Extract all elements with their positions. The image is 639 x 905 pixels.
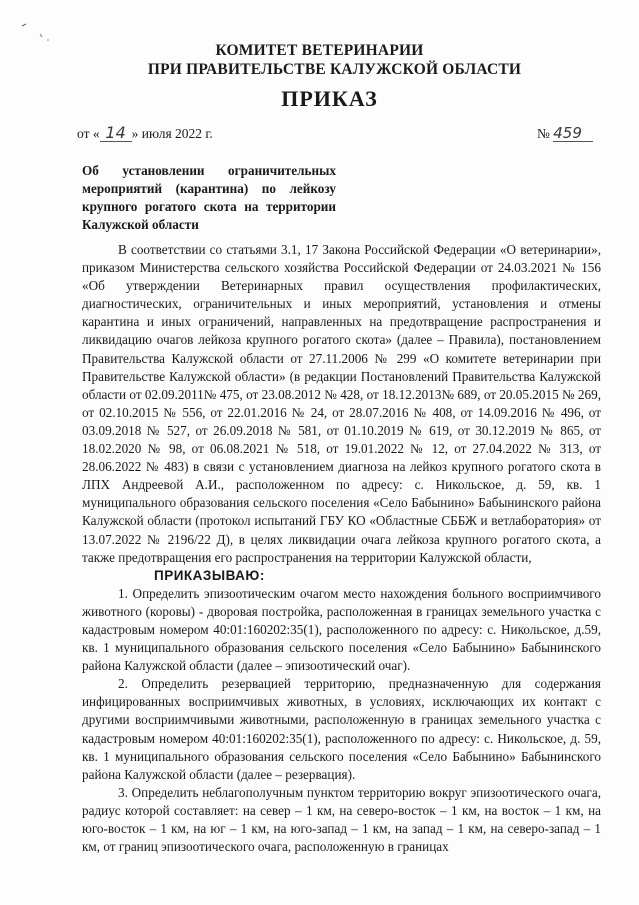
order-item-2: 2. Определить резервацией территорию, предназначенную для содержания инфицированных восприимчивых животных, в условиях, исключающих их контакт с другими восприимчивыми животными, расположенную в границах земельного участка с кадастровым номером 40:01:160202:35(1), расположенного по адресу: с. Никольское, д. 59, кв. 1 муниципального образования сельского поселения «Село Бабынино» Бабынинского района Калужской области (далее – резервация). (82, 676, 601, 782)
number-prefix: № (537, 126, 550, 141)
number-value-handwritten: 459 (553, 125, 593, 142)
order-body (82, 241, 601, 856)
preamble-paragraph: В соответствии со статьями 3.1, 17 Закона Российской Федерации «О ветеринарии», приказом Министерства сельского хозяйства Российской Федерации от 24.03.2021 № 156 «Об утверждении Ветеринарных правил осуществления профилактических, диагностических, ограничительных и иных мероприятий, установления и отмены карантина и иных ограничений, направленных на предотвращение распространения и ликвидацию очагов лейкоза крупного рогатого скота» (далее – Правила), постановлением Правительства Калужской области от 27.11.2006 № 299 «О комитете ветеринарии при Правительстве Калужской области» (в редакции Постановлений Правительства Калужской области от 02.09.2011№ 475, от 23.08.2012 № 428, от 18.12.2013№ 689, от 20.05.2015 № 269, от 02.10.2015 № 556, от 22.01.2016 № 24, от 28.07.2016 № 408, от 14.09.2016 № 496, от 03.09.2018 № 527, от 26.09.2018 № 581, от 01.10.2019 № 619, от 30.12.2019 № 865, от 18.02.2020 № 98, от 06.08.2021 № 518, от 19.01.2022 № 12, от 27.04.2022 № 313, от 28.06.2022 № 483) в связи с установлением диагноза на лейкоз крупного рогатого скота в ЛПХ Андреевой А.И., расположенном по адресу: с. Никольское, д. 59, кв. 1 муниципального образования сельского поселения «Село Бабынино» Бабынинского района Калужской области (протокол испытаний ГБУ КО «Областные СББЖ и ветлаборатория» от 13.07.2022 № 2196/22 Д), в целях ликвидации очага лейкоза крупного рогатого скота, а также предотвращения его распространения на территории Калужской области, (82, 242, 601, 565)
date-suffix: » июля 2022 г. (131, 126, 213, 141)
order-number (537, 125, 593, 142)
order-item-1: 1. Определить эпизоотическим очагом место нахождения больного восприимчивого животного (коровы) - дворовая постройка, расположенная в границах земельного участка с кадастровым номером 40:01:160202:35(1), расположенного по адресу: с. Никольское, д.59, кв. 1 муниципального образования сельского поселения «Село Бабынино» Бабынинского района Калужской области (далее – эпизоотический очаг). (82, 585, 601, 674)
order-item-3: 3. Определить неблагополучным пунктом территорию вокруг эпизоотического очага, радиус которой составляет: на север – 1 км, на северо-восток – 1 км, на восток – 1 км, на юго-восток – 1 км, на юг – 1 км, на юго-запад – 1 км, на запад – 1 км, на северо-запад – 1 км, от границ эпизоотического очага, расположенную в границах (82, 784, 601, 855)
issuer-header (0, 41, 639, 79)
order-subject: Об установлении ограничительных мероприятий (карантина) по лейкозу крупного рогатого скота на территории Калужской области (82, 163, 336, 232)
issuer-line-2: ПРИ ПРАВИТЕЛЬСТВЕ КАЛУЖСКОЙ ОБЛАСТИ (147, 61, 522, 78)
document-title: ПРИКАЗ (281, 86, 378, 111)
date-prefix: от « (77, 126, 100, 141)
order-date (77, 125, 213, 142)
issuer-line-1: КОМИТЕТ ВЕТЕРИНАРИИ (215, 42, 424, 59)
decree-heading: ПРИКАЗЫВАЮ: (154, 567, 265, 583)
date-day-handwritten: 14 (100, 125, 132, 142)
